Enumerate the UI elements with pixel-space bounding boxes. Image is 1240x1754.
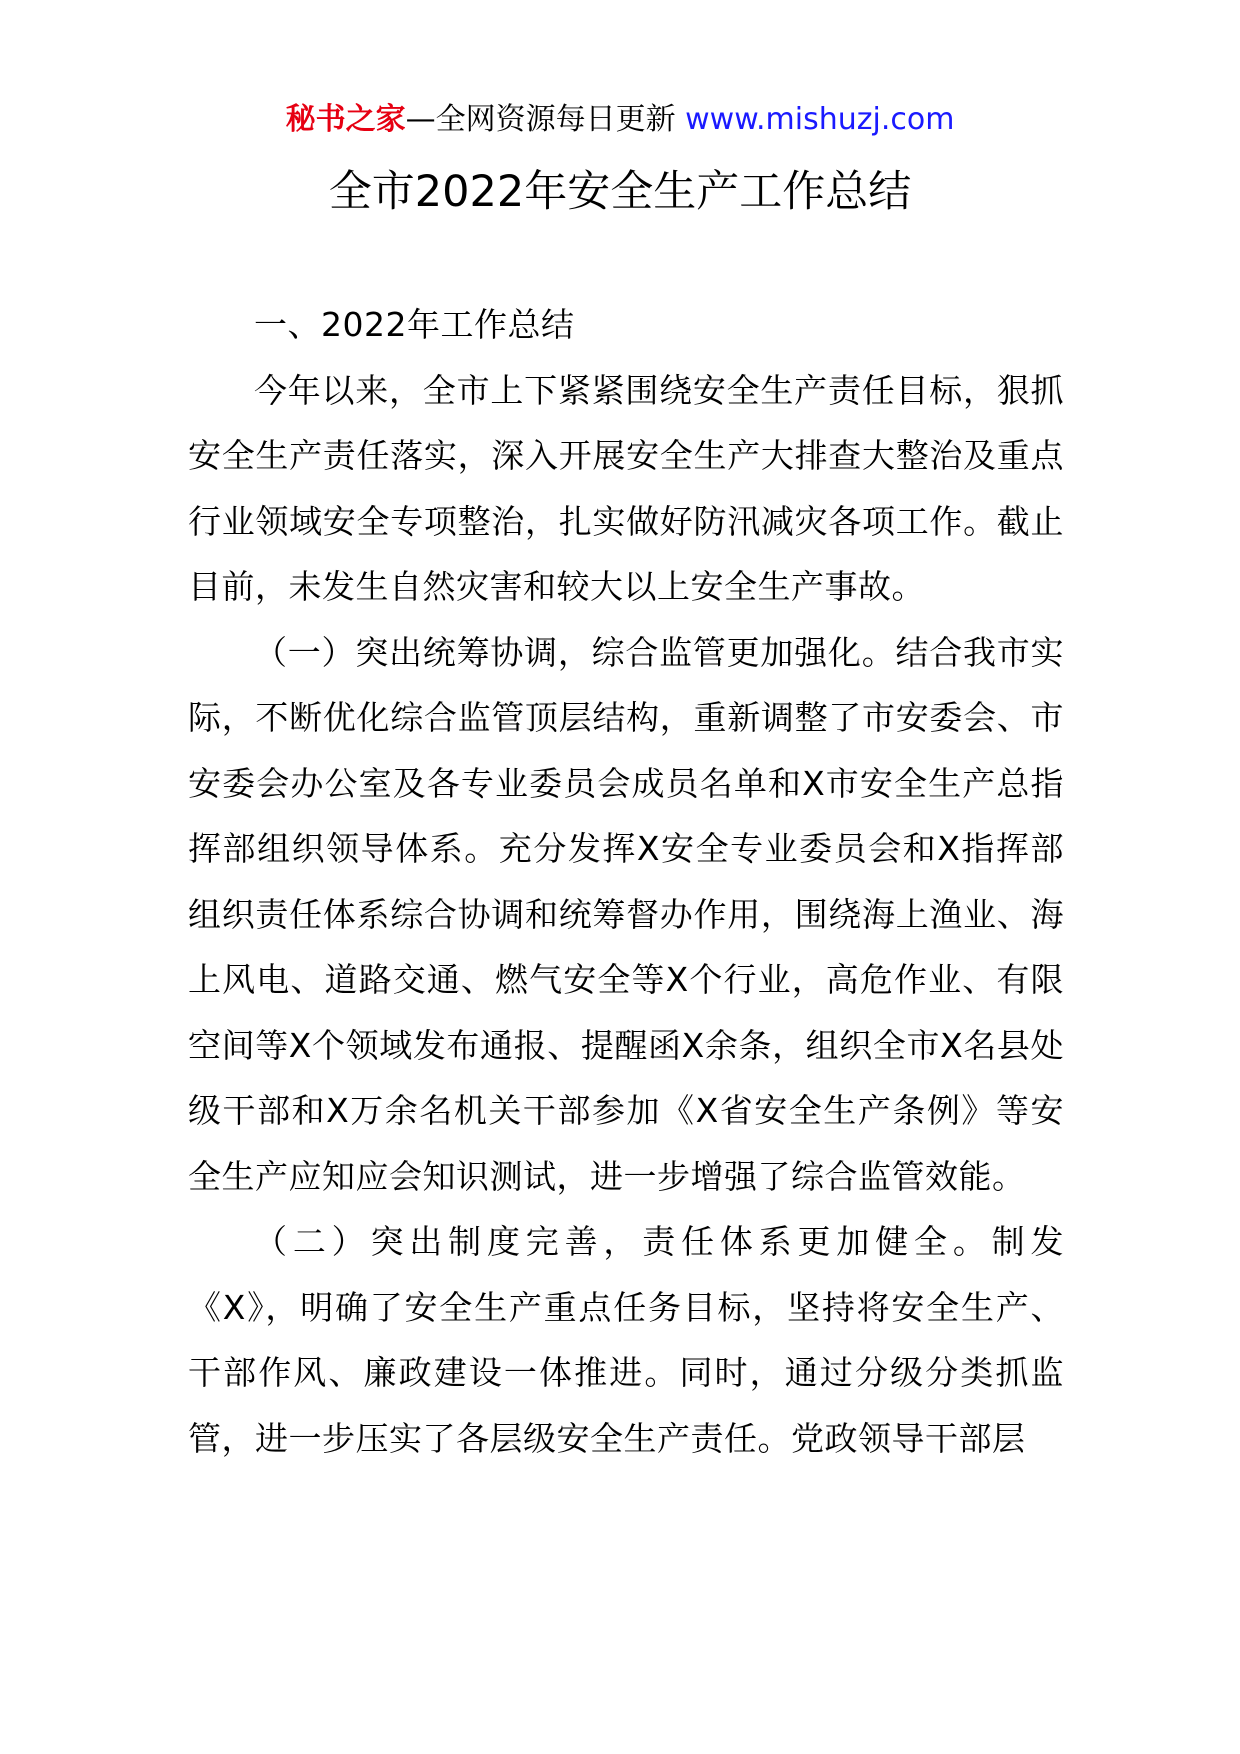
site-banner — [0, 100, 1240, 140]
paragraph-intro: 今年以来，全市上下紧紧围绕安全生产责任目标，狠抓安全生产责任落实，深入开展安全生产大排查大整治及重点行业领域安全专项整治，扎实做好防汛减灾各项工作。截止目前，未发生自然灾害和较大以上安全生产事故。 — [188, 370, 1064, 606]
banner-brand: 秘书之家 — [285, 102, 406, 137]
paragraph-section-2: （二）突出制度完善，责任体系更加健全。制发《X》，明确了安全生产重点任务目标，坚持将安全生产、干部作风、廉政建设一体推进。同时，通过分级分类抓监管，进一步压实了各层级安全生产责任。党政领导干部层 — [188, 1222, 1064, 1458]
banner-url-link[interactable]: www.mishuzj.com — [685, 102, 955, 137]
banner-slogan: —全网资源每日更新 — [405, 102, 676, 137]
document-body — [188, 292, 1064, 1471]
document-title: 全市2022年安全生产工作总结 — [328, 167, 912, 217]
paragraph-section-1: （一）突出统筹协调，综合监管更加强化。结合我市实际，不断优化综合监管顶层结构，重新调整了市安委会、市安委会办公室及各专业委员会成员名单和X市安全生产总指挥部组织领导体系。充分发挥X安全专业委员会和X指挥部组织责任体系综合协调和统筹督办作用，围绕海上渔业、海上风电、道路交通、燃气安全等X个行业，高危作业、有限空间等X个领域发布通报、提醒函X余条，组织全市X名县处级干部和X万余名机关干部参加《X省安全生产条例》等安全生产应知应会知识测试，进一步增强了综合监管效能。 — [188, 632, 1064, 1196]
section-heading: 一、2022年工作总结 — [254, 305, 575, 344]
